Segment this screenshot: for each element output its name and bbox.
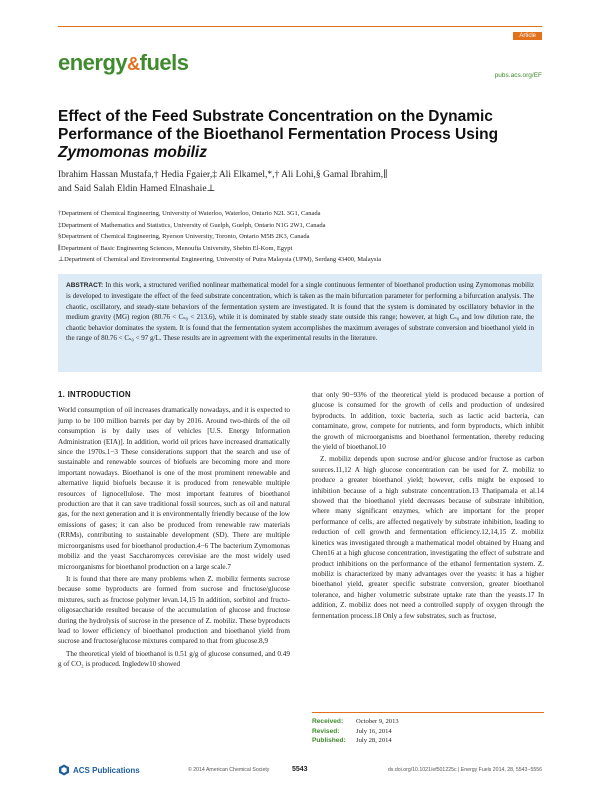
page-number: 5543: [292, 766, 308, 773]
affiliation: §Department of Chemical Engineering, Ryerson University, Toronto, Ontario M5B 2K3, Canada: [58, 233, 310, 240]
title-main: Effect of the Feed Substrate Concentration on the Dynamic Performance of the Bioethanol Fermentation Process Using: [58, 108, 499, 143]
acs-publications-logo[interactable]: [58, 764, 140, 776]
publication-dates: [312, 712, 544, 746]
body-paragraph: that only 90−93% of the theoretical yield is produced because a portion of glucose is consumed for the growth of cells and production of undesired byproducts. In addition, toxic bacteria, such as lactic acid bacteria, can contaminate, grow, compete for nutrients, and form byproducts, which inhibit the growth of microorganisms and bioethanol fermentation, thereby reducing the yield of bioethanol.10: [312, 391, 544, 452]
abstract-box: [58, 274, 542, 372]
acs-hexagon-icon: [58, 764, 70, 776]
authors-line-2: and Said Salah Eldin Hamed Elnashaie⊥: [58, 184, 216, 194]
affiliations: [58, 208, 548, 266]
right-column: [312, 390, 544, 623]
paper-title: [58, 108, 528, 162]
date-revised: Revised: July 16, 2014: [312, 727, 392, 735]
doi-citation-link[interactable]: dx.doi.org/10.1021/ef501225c | Energy Fuels 2014, 28, 5543−5556: [387, 767, 542, 773]
page-footer: [58, 764, 542, 778]
abstract-label: ABSTRACT:: [66, 282, 104, 289]
authors-line-1: Ibrahim Hassan Mustafa,† Hedia Fgaier,‡ Ali Elkamel,*,† Ali Lohi,§ Gamal Ibrahim,∥: [58, 170, 388, 180]
abstract-text: In this work, a structured verified nonlinear mathematical model for a single continuous fermenter of bioethanol production using Zymomonas mobiliz is developed to investigate the effect of the feed substrate concentration, which is taken as the main bifurcation parameter for performing a bifurcation analysis. The chaotic, oscillatory, and steady-state behaviors of the fermentation system are investigated. It is found that the system is dominated by oscillatory behavior in the medium gravity (MG) region (80.76 < Cₛ₀ < 213.6), while it is dominated by stable steady state outside this range; however, at high Cₛ₀ and low dilution rate, the chaotic behavior dominates the system. It is found that the fermentation system accomplishes the maximum averages of substrate conversion and bioethanol yield in the range of 80.76 < Cₛ₀ < 97 g/L. These results are in agreement with the experimental results in the literature.: [66, 281, 534, 343]
affiliation: ⊥Department of Chemical and Environmental Engineering, University of Putra Malaysia (UPM), Serdang 43400, Malaysia: [58, 256, 382, 263]
affiliation: †Department of Chemical Engineering, University of Waterloo, Waterloo, Ontario N2L 3G1, Canada: [58, 210, 321, 217]
date-published: Published: July 28, 2014: [312, 737, 392, 744]
affiliation: ‡Department of Mathematics and Statistics, University of Guelph, Guelph, Ontario N1G 2W1, Canada: [58, 221, 326, 229]
author-list: [58, 168, 538, 196]
body-paragraph: World consumption of oil increases dramatically nowadays, and it is expected to jump to be 100 million barrels per day by 2016. Around two-thirds of the oil consumption is by daily uses of vehicles [U.S. Energy Information Administration (EIA)]. In addition, world oil prices have increased dramatically since the 1970s.1−3 These considerations support that the search and use of sustainable and renewable sources of biofuels are becoming more and more important nowadays. Bioethanol is one of the most prominent renewable and alternative liquid biofuels because it is produced from renewable multiple resources of lignocellulose. The most important features of bioethanol production are that it can save traditional fossil sources, such as oil and natural gas, for the next generation and it is environmentally friendly because of the low emissions of gases; it can also be produced from renewable raw materials (RRMs), contributing to sustainable development (SD). There are multiple microorganisms used for bioethanol production.4−6 The bacterium Zymomonas mobiliz and the yeast Saccharomyces cerevisiae are the most widely used microorganisms for bioethanol production on a large scale.7: [58, 406, 290, 571]
journal-logo[interactable]: energy&fuels: [58, 50, 189, 75]
section-heading-introduction: 1. INTRODUCTION: [58, 390, 131, 399]
body-paragraph: It is found that there are many problems when Z. mobiliz ferments sucrose because some byproducts are formed from sucrose and fructose/glucose mixtures, such as fructose polymer levan.14,15 In addition, sorbitol and fructo-oligosaccharide resulted because of the accumulation of glucose and fructose during the hydrolysis of sucrose in the presence of Z. mobiliz. These byproducts lead to lower efficiency of bioethanol production and bioethanol yield from sucrose and fructose/glucose mixtures compared to that from glucose.8,9: [58, 574, 290, 646]
header-rule: [58, 26, 542, 27]
journal-url-link[interactable]: pubs.acs.org/EF: [494, 72, 542, 79]
body-paragraph: Z. mobiliz depends upon sucrose and/or glucose and/or fructose as carbon sources.11,12 A high glucose concentration can be used for Z. mobiliz to produce a greater bioethanol yield; however, cells might be exposed to inhibition because of a high substrate concentration.13 Thatipamala et al.14 showed that the bioethanol yield decreases because of substrate inhibition, where many significant enzymes, which are important for the proper performance of cells, are affected negatively by substrate inhibition, leading to reduction of cell growth and fermentation efficiency.12,14,15 Z. mobiliz kinetics was investigated through a mathematical model obtained by Huang and Chen16 at a high glucose concentration, investigating the effect of substrate and product inhibitions on the performance of the ethanol fermentation system. Z. mobiliz is characterized by many advantages over the yeasts: it has a higher bioethanol yield, greater specific substrate conversion, greater bioethanol tolerance, and higher volumetric substrate uptake rate than the yeasts.17 In addition, Z. mobiliz does not need a controlled supply of oxygen through the fermentation process.18 Only a few substrates, such as fructose,: [312, 455, 544, 620]
acs-publications-label: ACS Publications: [73, 765, 140, 775]
copyright: © 2014 American Chemical Society: [188, 767, 270, 773]
body-paragraph: The theoretical yield of bioethanol is 0.51 g/g of glucose consumed, and 0.49 g of CO₂ is produced. Ingledew10 showed: [58, 649, 290, 669]
article-type-badge: Article: [513, 32, 542, 40]
date-received: Received: October 9, 2013: [312, 718, 399, 725]
affiliation: ∥Department of Basic Engineering Sciences, Menoufia University, Shebin El-Kom, Egypt: [58, 244, 293, 252]
left-column: [58, 390, 290, 672]
title-italic: Zymomonas mobiliz: [58, 144, 207, 161]
